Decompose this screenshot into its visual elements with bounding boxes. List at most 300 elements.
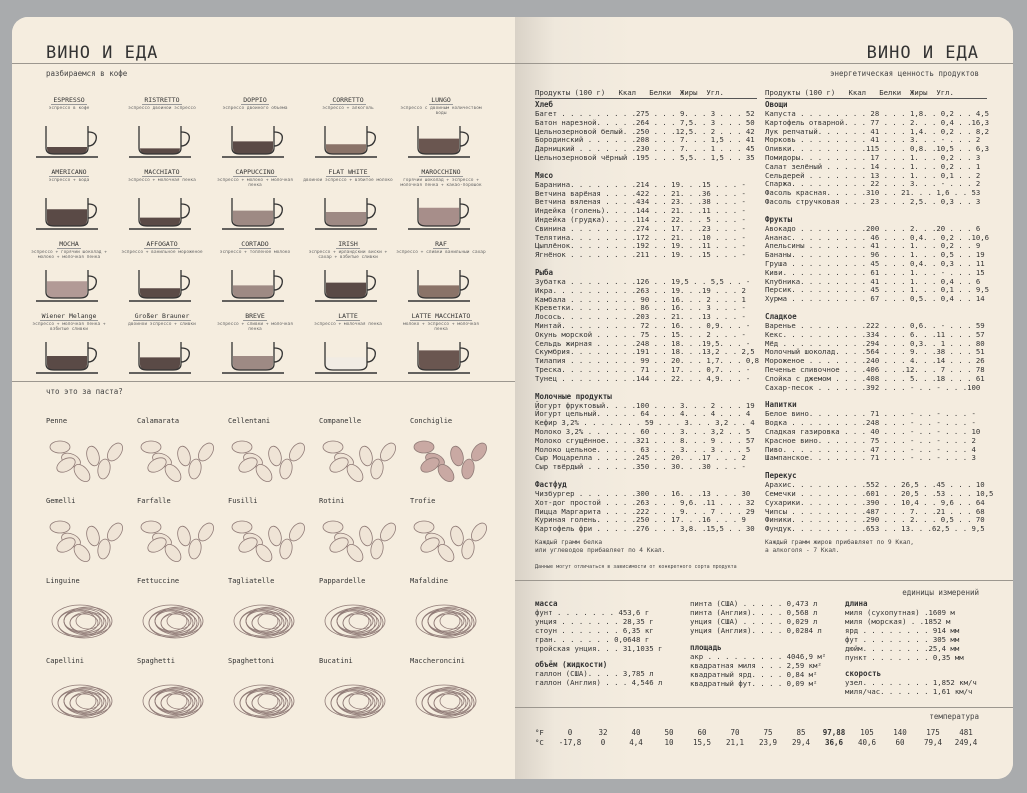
nutrition-row: Семечки . . . . . . . .601 . . 20,5 . .53 . . . 10,5 [765,489,994,498]
nutrition-row: Цельнозерновой белый. .250 . . .12,5. . 2 . . . 42 [535,126,755,136]
coffee-item [117,303,207,373]
coffee-item [303,303,393,373]
fahrenheit-value: 32 [598,728,608,737]
coffee-description: эспрессо двойной эспрессо [128,106,196,111]
cup-handle [367,348,375,362]
nutrition-row: Молоко цельное. . . . . 63 . . . 3. . . 3 . . . 5 [535,444,751,454]
nutrition-row: Телятина. . . . . . . .172 . . 21. . .10 . . . - [535,232,746,242]
coffee-description: двойной эспрессо + сливки [128,322,196,327]
coffee-liquid [47,281,87,298]
pasta-strand [252,614,280,632]
coffee-cup-icon [24,190,114,234]
celsius-value: 21,1 [725,738,745,747]
fahrenheit-value: 105 [860,728,874,737]
cup-handle [274,348,282,362]
celsius-value: 249,4 [954,738,978,747]
pasta-name: Tagliatelle [228,577,275,585]
pasta-name: Linguine [46,577,80,585]
celsius-value: 4,4 [629,738,643,747]
nutrition-row: Кекс. . . . . . . . . .334 . . . 6. . .11 . . . 57 [765,329,985,339]
coffee-liquid [419,139,459,154]
pasta-strand [252,694,280,712]
category-title: Перекус [765,471,797,481]
unit-row: дюйм. . . . . . . .25,4 мм [845,644,960,653]
coffee-name: IRISH [338,240,358,248]
category-title: Мясо [535,170,554,180]
nutrition-row: Картофель фри . . . . .276 . . . 3,8. .15,5 . . 30 [535,524,755,534]
cup-handle [181,276,189,290]
coffee-cup-icon [24,118,114,162]
pasta-item [410,417,500,487]
unit-row: унция (Англия). . . . 0,0284 л [690,626,822,635]
coffee-name: MAROCCHINO [421,168,461,176]
coffee-cup-icon [210,262,300,306]
pasta-item [137,657,227,727]
nutrition-row: Пиво. . . . . . . . . . 47 . . . - . . - . . . 4 [765,444,976,454]
pasta-piece [85,445,102,467]
nutrition-row: Фасоль стручковая . . . 23 . . . 2,5. . 0,3 . . 3 [765,197,981,206]
coffee-name: RAF [435,240,447,248]
nutrition-row: Ветчина вяленая . . . .434 . . 23. . .38 . . . - [535,197,746,207]
coffee-description: эспрессо + горячий шоколад + молоко + молочная пенка [31,250,107,260]
coffee-cup-icon [396,190,486,234]
cup-handle [274,204,282,218]
cup-handle [367,276,375,290]
nutrition-row: Белое вино. . . . . . . 71 . . . - . . - . . . - [765,409,976,419]
pasta-piece [232,521,252,533]
nutrition-row: Мёд . . . . . . . . . .294 . . . 0,3. . 1 . . . 80 [765,338,985,348]
coffee-name: AFFOGATO [146,240,178,248]
pasta-illustration-icon [46,425,126,483]
energy-heading: энергетическая ценность продуктов [829,69,979,78]
pasta-item [137,417,227,487]
nutrition-row: Киви. . . . . . . . . . 61 . . . 1. . . - . . . 15 [765,267,985,277]
coffee-cup-icon [24,334,114,378]
pasta-illustration-icon [319,505,399,563]
nutrition-row: Индейка (грудка). . . .114 . . 22. . . 5 . . . - [535,215,746,224]
nutrition-row: Молоко 3,2% . . . . . . 60 . . . 3. . . 3,2 . . 5 [535,427,751,436]
pasta-item [137,497,227,567]
nutrition-row: Лосось. . . . . . . . .203 . . 21. . .13 . . . - [535,312,746,322]
cup-handle [88,132,96,146]
left-title-divider [12,63,515,64]
pasta-item [46,497,136,567]
coffee-cup-icon [210,118,300,162]
pasta-illustration-icon [319,425,399,483]
nutrition-row: Сахар-песок . . . . . .392 . . . - . . - . . .100 [765,382,981,392]
nutrition-row: Тилапия . . . . . . . . 99 . . 20. . . 1,7. . . 0,8 [535,356,760,366]
fahrenheit-label: °F [535,728,544,737]
pasta-name: Maccheroncini [410,657,465,665]
coffee-cup-icon [210,334,300,378]
nutrition-row: Оливки. . . . . . . . .115 . . . 0,8. .10,5 . . 6,3 [765,144,990,154]
nutrition-row: Красное вино. . . . . . 75 . . . - . . - . . . 2 [765,435,976,445]
pasta-illustration-icon [410,665,490,723]
nutrition-row: Сухарики. . . . . . . .390 . . 10,4 . . 9,6 . . 64 [765,497,985,507]
coffee-name: MACCHIATO [144,168,180,176]
cup-handle [460,132,468,146]
cup-handle [88,204,96,218]
fahrenheit-value: 60 [697,728,707,737]
unit-row: ярд . . . . . . . . 914 мм [845,626,960,635]
nutrition-row: Фундук. . . . . . . . .653 . . 13. . .62,5 . . 9,5 [765,524,985,534]
coffee-description: эспрессо + молочная пенка + взбитые сливки [32,322,106,332]
right-title-divider [515,63,1013,64]
left-page [12,17,515,779]
pasta-illustration-icon [46,505,126,563]
pasta-name: Gemelli [46,497,76,505]
coffee-pasta-divider [12,381,515,382]
nutrition-row: Слойка с джемом . . . .408 . . . 5. . .18 . . . 61 [765,373,985,383]
pasta-illustration-icon [137,585,217,643]
coffee-description: эспрессо + молочная пенка [128,178,196,183]
header-underline-right [765,98,987,99]
coffee-cup-icon [303,334,393,378]
nutrition-row: Баранина. . . . . . . .214 . . 19. . .15 . . . - [535,179,746,189]
coffee-cup-icon [117,190,207,234]
coffee-liquid [47,209,87,226]
category-title: Фастфуд [535,480,567,489]
unit-row: гран. . . . . . . 0,0648 г [535,635,650,644]
celsius-value: 15,5 [692,738,712,747]
coffee-cup-icon [117,334,207,378]
coffee-description: эспрессо + ванильное мороженое [121,250,203,255]
table-header-left: Продукты (100 г) Ккал Белки Жиры Угл. [535,88,724,97]
unit-row: квадратный ярд. . . . 0,84 м² [690,670,818,679]
nutrition-row: Спаржа. . . . . . . . . 22 . . . 3. . . - . . . 2 [765,179,981,189]
pasta-illustration-icon [228,665,308,723]
pasta-name: Farfalle [137,497,171,505]
unit-row: миля/час. . . . . . 1,61 км/ч [845,687,973,696]
right-page [515,17,1013,779]
nutrition-row: Минтай. . . . . . . . . 72 . . 16. . . 0,9. . . - [535,321,751,330]
nutrition-row: Окунь морской . . . . . 75 . . 15. . . 2 . . . - [535,329,746,339]
coffee-name: FLAT WHITE [328,168,368,176]
coffee-description: эспрессо + молоко + молочная пенка [217,178,293,188]
unit-row: тройская унция. . . 31,1035 г [535,644,663,653]
pasta-piece [414,441,434,453]
coffee-description: эспрессо с двойным количеством воды [400,106,482,116]
nutrition-row: Сладкая газировка . . . 40 . . . - . . - . . . 10 [765,427,981,436]
coffee-name: LATTE MACCHIATO [411,312,471,320]
pasta-piece [358,525,375,547]
pasta-name: Fettuccine [137,577,180,585]
coffee-liquid [47,356,87,370]
coffee-liquid [140,357,180,370]
cup-handle [460,204,468,218]
coffee-cup-icon [303,190,393,234]
coffee-description: эспрессо + вода [48,178,90,183]
pasta-item [410,497,500,567]
category-title: Рыба [535,268,554,277]
pasta-illustration-icon [319,665,399,723]
coffee-cup-icon [303,262,393,306]
pasta-strand [70,614,98,632]
pasta-illustration-icon [137,505,217,563]
fahrenheit-value: 40 [631,728,641,737]
pasta-name: Companelle [319,417,362,425]
nutrition-row: Цельнозерновой чёрный .195 . . . 5,5. . 1,5 . . 35 [535,153,755,162]
pasta-item [410,577,500,647]
coffee-name: MOCHA [59,240,79,248]
fahrenheit-value: 140 [893,728,907,737]
cup-handle [460,276,468,290]
nutrition-row: Молоко сгущённое. . . .321 . . . 8. . . 9 . . . 57 [535,435,755,445]
unit-row: пинта (США) . . . . . 0,473 л [690,599,818,608]
pasta-name: Spaghetti [137,657,175,665]
fahrenheit-value: 75 [763,728,773,737]
celsius-label: °C [535,738,544,747]
coffee-liquid [233,211,273,226]
coffee-liquid [326,283,366,298]
coffee-heading: разбираемся в кофе [46,69,128,78]
nutrition-row: Ветчина варёная . . . .422 . . 21. . .36 . . . - [535,188,746,198]
celsius-value: -17,8 [558,738,582,747]
pasta-piece [323,441,343,453]
nutrition-row: Помидоры. . . . . . . . 17 . . . 1. . . 0,2 . . 3 [765,153,981,162]
coffee-item [117,231,207,301]
nutrition-row: Треска. . . . . . . . . 71 . . 17. . . 0,7. . . - [535,365,751,374]
pasta-piece [50,521,70,533]
nutrition-row: Индейка (голень). . . .144 . . 21. . .11 . . . - [535,206,746,216]
nutrition-row: Ананас. . . . . . . . . 46 . . . 0,4. . 0,2 . .10,6 [765,232,990,242]
celsius-value: 29,4 [791,738,811,747]
volume-title: объём (жидкости) [535,660,608,669]
nutrition-row: Бананы. . . . . . . . . 96 . . . 1. . . 0,5 . . 19 [765,250,985,260]
pasta-name: Spaghettoni [228,657,275,665]
pasta-illustration-icon [228,585,308,643]
fahrenheit-value: 50 [664,728,674,737]
pasta-piece [85,525,102,547]
nutrition-row: Икра. . . . . . . . . .263 . . 19. . .19 . . . 2 [535,285,746,295]
coffee-description: эспрессо + сливки ванильный сахар [396,250,486,255]
unit-row: стоун . . . . . . . 6,35 кг [535,626,654,635]
coffee-item [303,231,393,301]
nutrition-row: Зубатка . . . . . . . .126 . . 19,5 . . 5,5 . . - [535,277,751,286]
speed-title: скорость [845,669,882,678]
coffee-liquid [140,148,180,154]
nutrition-row: Клубника. . . . . . . . 41 . . . 1. . . 0,4 . . 6 [765,276,981,286]
coffee-description: эспрессо + топлёное молоко [219,250,291,255]
coffee-item [396,87,486,157]
pasta-name: Calamarata [137,417,180,425]
nutrition-row: Куриная голень. . . . .250 . . 17. . .16 . . . 9 [535,515,746,525]
pasta-name: Bucatini [319,657,353,665]
header-underline-left [535,98,757,99]
coffee-cup-icon [24,262,114,306]
fahrenheit-value: 97,88 [822,728,846,737]
nutrition-row: Кефир 3,2% . . . . . . . 59 . . . 3. . . 3,2 . . 4 [535,418,755,428]
nutrition-row: Авокадо . . . . . . . .200 . . . 2. . .20 . . . 6 [765,223,981,233]
nutrition-row: Камбала . . . . . . . . 90 . . 16. . . 2 . . . 1 [535,294,746,304]
pasta-piece [141,441,161,453]
length-title: длина [845,599,868,608]
nutrition-row: Морковь . . . . . . . . 41 . . . 3. . . - . . . 2 [765,135,981,145]
celsius-value: 79,4 [923,738,943,747]
units-heading: единицы измерений [902,588,979,597]
pasta-name: Capellini [46,657,84,665]
units-divider [515,580,1013,581]
coffee-cup-icon [396,334,486,378]
cup-handle [460,348,468,362]
pasta-illustration-icon [410,425,490,483]
nutrition-row: Чипсы . . . . . . . . .487 . . . 7. . .21 . . . 68 [765,506,985,516]
coffee-name: CORRETTO [332,96,364,104]
variance-note: Данные могут отличаться в зависимости от конкретного сорта продукта [535,564,737,570]
nutrition-row: Салат зелёный . . . . . 14 . . . 1. . . 0,2 . . 1 [765,161,981,171]
pasta-piece [449,525,466,547]
pasta-strand [434,614,462,632]
nutrition-row: Чизбургер . . . . . . .300 . . 16. . .13 . . . 30 [535,489,751,498]
unit-row: квадратный фут. . . . 0,09 м² [690,679,818,688]
coffee-name: LATTE [338,312,358,320]
coffee-cup-icon [210,190,300,234]
nutrition-row: Хот-дог простой . . . .263 . . . 9,6. .11 . . . 32 [535,497,755,507]
pasta-strand [161,614,189,632]
celsius-value: 40,6 [857,738,877,747]
cup-handle [181,204,189,218]
pasta-item [319,577,409,647]
coffee-item [303,87,393,157]
pasta-piece [232,441,252,453]
coffee-item [117,159,207,229]
fahrenheit-value: 175 [926,728,940,737]
coffee-name: Wiener Melange [41,312,97,320]
unit-row: фут . . . . . . . . 305 мм [845,635,960,644]
pasta-piece [267,525,284,547]
unit-row: акр . . . . . . . . . 4046,9 м² [690,652,827,661]
pasta-illustration-icon [410,585,490,643]
nutrition-row: Бородинский . . . . . .208 . . . 7. . . 1,5 . . 41 [535,135,755,145]
pasta-name: Mafaldine [410,577,448,585]
nutrition-row: Цыплёнок. . . . . . . .192 . . 19. . .11 . . . - [535,241,746,251]
cup-handle [367,132,375,146]
coffee-name: CORTADO [241,240,269,248]
nutrition-row: Хурма . . . . . . . . . 67 . . . 0,5. . 0,4 . . 14 [765,294,985,304]
pasta-piece [358,445,375,467]
temperature-divider [515,707,1013,708]
coffee-name: LUNGO [431,96,451,104]
coffee-item [210,159,300,229]
category-title: Овощи [765,100,788,109]
celsius-value: 60 [895,738,905,747]
cup-handle [88,276,96,290]
coffee-name: AMERICANO [51,168,87,176]
nutrition-row: Варенье . . . . . . . .222 . . . 0,6. . - . . . 59 [765,321,985,330]
pasta-item [228,417,318,487]
coffee-item [396,303,486,373]
pasta-piece [414,521,434,533]
nutrition-row: Свинина . . . . . . . .274 . . 17. . .23 . . . - [535,223,746,233]
pasta-item [228,657,318,727]
coffee-item [396,231,486,301]
pasta-piece [141,521,161,533]
coffee-description: эспрессо + ирландский виски + сахар + взбитые сливки [308,250,388,260]
coffee-item [24,87,114,157]
area-title: площадь [690,643,722,652]
fat-alcohol-note: Каждый грамм жиров прибавляет по 9 Ккал, а алкоголя - 7 Ккал. [765,539,915,554]
pasta-piece [176,525,193,547]
pasta-illustration-icon [137,425,217,483]
pasta-piece [176,445,193,467]
coffee-item [303,159,393,229]
nutrition-row: Капуста . . . . . . . . 28 . . . 1,8. . 0,2 . . 4,5 [765,109,990,118]
coffee-description: эспрессо в кофе [48,106,90,111]
nutrition-row: Арахис. . . . . . . . .552 . . 26,5 . .45 . . . 10 [765,480,985,490]
coffee-name: CAPPUCCINO [235,168,275,176]
fahrenheit-value: 481 [959,728,973,737]
nutrition-row: Печенье сливочное . . .406 . . .12. . . 7 . . . 78 [765,365,985,374]
coffee-item [396,159,486,229]
nutrition-row: Груша . . . . . . . . . 45 . . . 0,4. . 0,3 . . 11 [765,259,985,268]
nutrition-row: Персик. . . . . . . . . 45 . . . 1. . . 0,1 . . 9,5 [765,285,990,295]
pasta-item [46,577,136,647]
pasta-illustration-icon [319,585,399,643]
nutrition-row: Скумбрия. . . . . . . .191 . . 18. . .13,2 . . 2,5 [535,347,755,357]
pasta-strand [161,694,189,712]
pasta-item [319,417,409,487]
pasta-strand [70,694,98,712]
pasta-piece [323,521,343,533]
category-title: Хлеб [535,100,554,109]
coffee-item [210,231,300,301]
coffee-description: молоко + эспрессо + молочная пенка [403,322,479,332]
nutrition-row: Молочный шоколад. . . .564 . . . 9. . .38 . . . 51 [765,347,985,357]
unit-row: квадратная миля . . . 2,59 км² [690,661,822,670]
coffee-liquid [233,285,273,298]
cup-handle [274,276,282,290]
coffee-cup-icon [117,118,207,162]
coffee-item [210,87,300,157]
coffee-item [24,303,114,373]
category-title: Молочные продукты [535,391,612,401]
pasta-strand [343,614,371,632]
pasta-item [228,497,318,567]
cup-handle [367,204,375,218]
coffee-name: Großer Brauner [134,312,190,320]
nutrition-row: Водка . . . . . . . . .248 . . . - . . - . . . - [765,418,976,428]
pasta-item [46,657,136,727]
pasta-piece [267,445,284,467]
nutrition-row: Багет . . . . . . . . .275 . . . 9. . . 3 . . . 52 [535,109,755,118]
unit-row: галлон (США). . . . 3,785 л [535,669,654,678]
protein-carb-note: Каждый грамм белка или углеводов прибавляет по 4 Ккал. [535,539,666,554]
cup-handle [274,132,282,146]
pasta-item [319,497,409,567]
coffee-description: эспрессо + молочная пенка [314,322,382,327]
coffee-liquid [47,147,87,154]
mass-title: масса [535,599,558,608]
coffee-liquid [419,208,459,226]
coffee-liquid [140,288,180,298]
left-page-title: ВИНО И ЕДА [46,43,159,63]
pasta-heading: что это за паста? [46,387,123,396]
fahrenheit-value: 0 [567,728,573,737]
unit-row: унция (США) . . . . . 0,029 л [690,617,818,626]
celsius-value: 0 [600,738,606,747]
cup-handle [88,348,96,362]
nutrition-row: Сельдерей . . . . . . . 13 . . . 1. . . 0,1 . . 2 [765,170,981,180]
coffee-liquid [326,144,366,154]
coffee-cup-icon [396,118,486,162]
coffee-description: двойной эспрессо + взбитое молоко [303,178,393,183]
pasta-name: Fusilli [228,497,258,505]
coffee-name: DOPPIO [243,96,267,104]
nutrition-row: Ягнёнок . . . . . . . .211 . . 19. . .15 . . . - [535,250,746,260]
pasta-illustration-icon [228,425,308,483]
nutrition-row: Апельсины . . . . . . . 41 . . . 1. . . 0,2 . . 9 [765,241,981,251]
pasta-item [410,657,500,727]
